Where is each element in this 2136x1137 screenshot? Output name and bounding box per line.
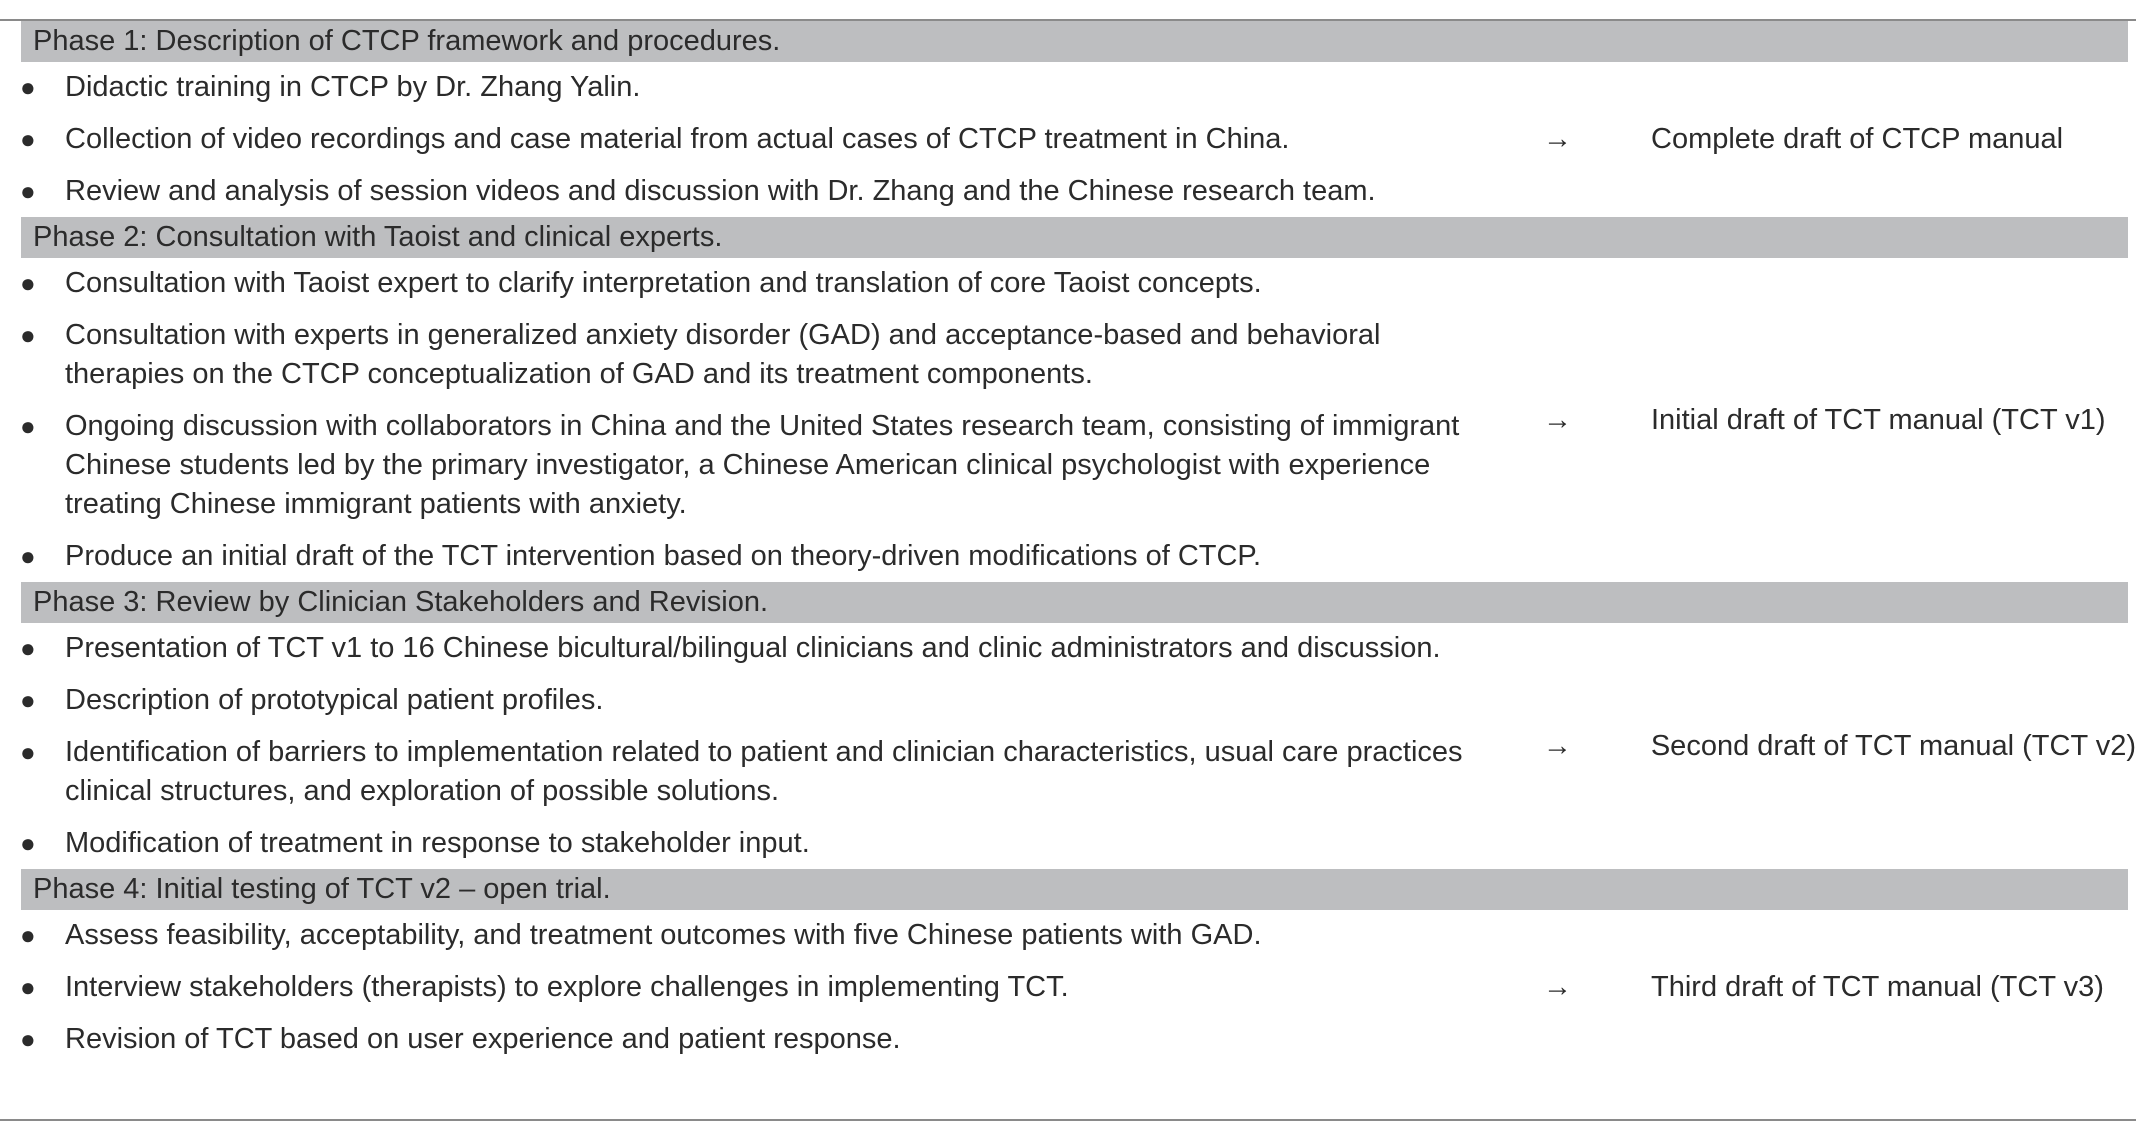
phase-1-items: [0, 62, 1500, 217]
bullet-icon: ●: [20, 411, 36, 441]
phase-2-body: [0, 258, 2136, 582]
phase-1-body: [0, 62, 2136, 217]
bullet-icon: ●: [20, 737, 36, 767]
bullet-icon: ●: [20, 685, 36, 715]
list-item: ● Didactic training in CTCP by Dr. Zhang Yalin.: [0, 68, 1500, 107]
phase-4-items: [0, 910, 1500, 1065]
list-item: ● Consultation with Taoist expert to clarify interpretation and translation of core Taoist concepts.: [0, 264, 1500, 303]
list-item: ● Presentation of TCT v1 to 16 Chinese bicultural/bilingual clinicians and clinic administrators and discussion.: [0, 629, 1500, 668]
phase-4-outcome: [1500, 910, 2136, 1065]
bullet-icon: ●: [20, 268, 36, 298]
right-arrow-icon: →: [1542, 729, 1572, 762]
bullet-icon: ●: [20, 920, 36, 950]
bullet-icon: ●: [20, 828, 36, 858]
outcome-label: Second draft of TCT manual (TCT v2): [1650, 729, 2136, 762]
list-item: ● Description of prototypical patient profiles.: [0, 681, 1500, 720]
phase-2-outcome: [1500, 258, 2136, 582]
bullet-icon: ●: [20, 320, 36, 350]
list-item: ● Review and analysis of session videos and discussion with Dr. Zhang and the Chinese research team.: [0, 172, 1500, 211]
phase-4-body: [0, 910, 2136, 1065]
phase-2-items: [0, 258, 1500, 582]
table-bottom-rule: [0, 1119, 2136, 1121]
bullet-icon: ●: [20, 633, 36, 663]
bullet-icon: ●: [20, 124, 36, 154]
phase-3-outcome: [1500, 623, 2136, 869]
bullet-icon: ●: [20, 972, 36, 1002]
list-item: ● Modification of treatment in response to stakeholder input.: [0, 824, 1500, 863]
list-item: ● Collection of video recordings and case material from actual cases of CTCP treatment in China.: [0, 120, 1500, 159]
phase-1-outcome: [1500, 62, 2136, 217]
phase-1-header: Phase 1: Description of CTCP framework and procedures.: [21, 21, 2128, 62]
phase-2-header: Phase 2: Consultation with Taoist and clinical experts.: [21, 217, 2128, 258]
outcome-label: Complete draft of CTCP manual: [1651, 123, 2064, 155]
list-item: ● Produce an initial draft of the TCT intervention based on theory-driven modifications of CTCP.: [0, 537, 1500, 576]
right-arrow-icon: →: [1543, 123, 1572, 155]
phases-table: [0, 21, 2136, 1065]
list-item: ● Assess feasibility, acceptability, and treatment outcomes with five Chinese patients with GAD.: [0, 916, 1500, 955]
outcome-label: Third draft of TCT manual (TCT v3): [1651, 971, 2104, 1003]
bullet-icon: ●: [20, 1024, 36, 1054]
phase-4-header: Phase 4: Initial testing of TCT v2 – open trial.: [21, 869, 2128, 910]
list-item: ● Identification of barriers to implementation related to patient and clinician characteristics, usual care practices clinical structures, and exploration of possible solutions.: [0, 733, 1500, 811]
right-arrow-icon: →: [1543, 971, 1572, 1003]
bullet-icon: ●: [20, 541, 36, 571]
list-item: ● Revision of TCT based on user experience and patient response.: [0, 1020, 1500, 1059]
list-item: ● Consultation with experts in generalized anxiety disorder (GAD) and acceptance-based and behavioral therapies on the CTCP conceptualization of GAD and its treatment components.: [0, 316, 1500, 394]
phase-3-header: Phase 3: Review by Clinician Stakeholders and Revision.: [21, 582, 2128, 623]
phase-3-body: [0, 623, 2136, 869]
phase-3-items: [0, 623, 1500, 869]
list-item: ● Ongoing discussion with collaborators in China and the United States research team, consisting of immigrant Chinese students led by the primary investigator, a Chinese American clinical psychologist with experience treating Chinese immigrant patients with anxiety.: [0, 407, 1500, 524]
bullet-icon: ●: [20, 176, 36, 206]
list-item: ● Interview stakeholders (therapists) to explore challenges in implementing TCT.: [0, 968, 1500, 1007]
right-arrow-icon: →: [1543, 403, 1572, 436]
outcome-label: Initial draft of TCT manual (TCT v1): [1651, 403, 2106, 436]
bullet-icon: ●: [20, 72, 36, 102]
